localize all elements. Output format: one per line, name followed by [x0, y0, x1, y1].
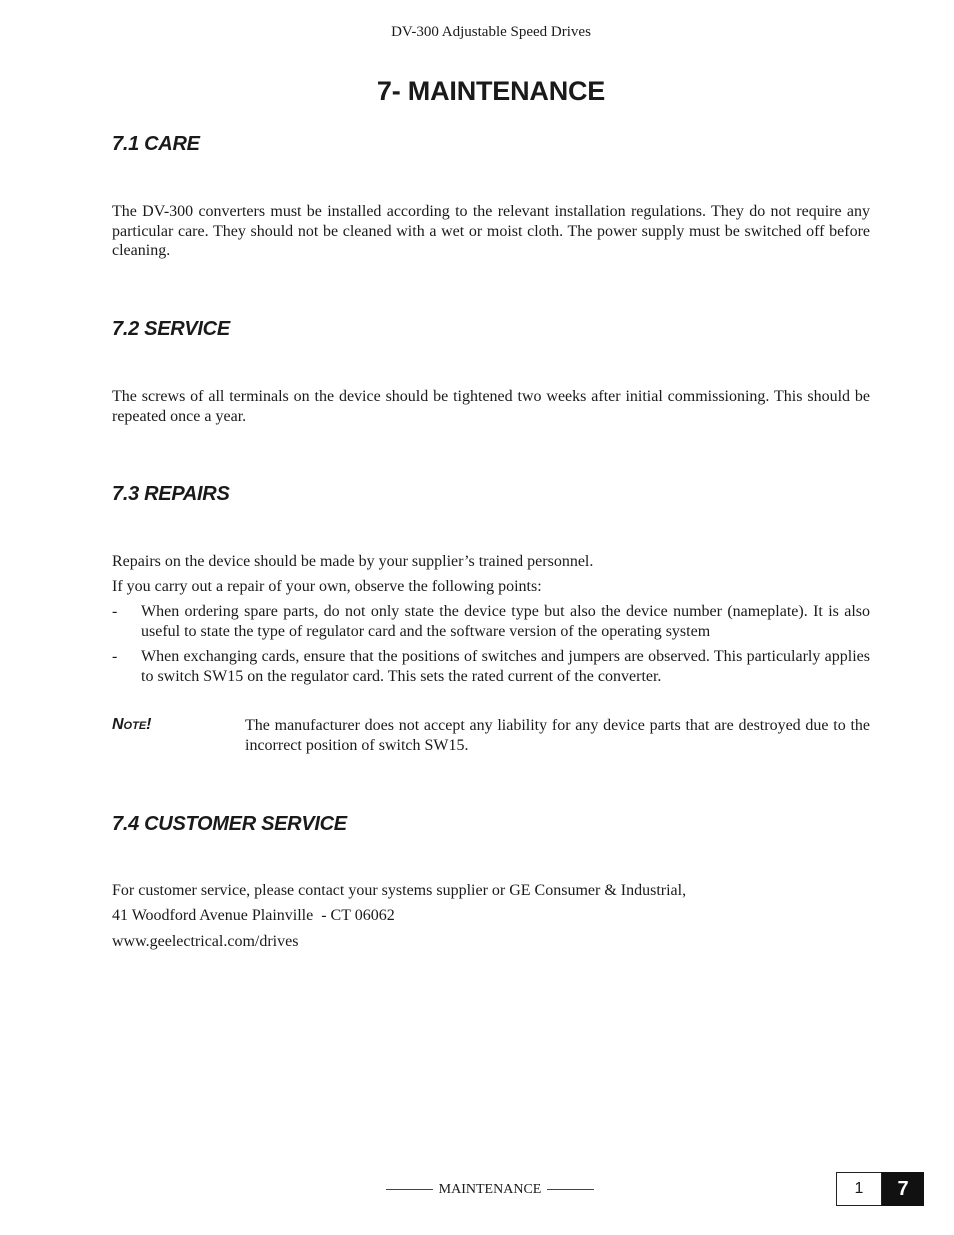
customer-service-line-1: For customer service, please contact your systems supplier or GE Consumer & Industrial,: [112, 882, 687, 899]
section-heading-customer-service: 7.4 CUSTOMER SERVICE: [112, 813, 347, 835]
customer-service-address: 41 Woodford Avenue Plainville - CT 06062: [112, 907, 395, 924]
section-heading-care: 7.1 CARE: [112, 133, 200, 155]
footer-section-label: [378, 1182, 602, 1198]
list-item: [112, 647, 870, 687]
section-heading-service: 7.2 SERVICE: [112, 318, 230, 340]
bullet-text: When ordering spare parts, do not only state the device type but also the device number (nameplate). It is also useful to state the type of regulator card and the software version of the operating system: [141, 603, 870, 640]
note-text: The manufacturer does not accept any liability for any device parts that are destroyed due to the incorrect position of switch SW15.: [245, 717, 870, 754]
repairs-intro-line-2: If you carry out a repair of your own, observe the following points:: [112, 578, 542, 595]
customer-service-website[interactable]: www.geelectrical.com/drives: [112, 933, 299, 950]
footer-rule-right: [547, 1189, 594, 1190]
bullet-dash: -: [112, 603, 118, 620]
service-paragraph: The screws of all terminals on the device should be tightened two weeks after initial commissioning. This should be repeated once a year.: [112, 388, 870, 425]
list-item: [112, 602, 870, 642]
care-paragraph: The DV-300 converters must be installed according to the relevant installation regulations. They do not require any particular care. They should not be cleaned with a wet or moist cloth. The power supply must be switched off before cleaning.: [112, 203, 870, 259]
page-number: 1: [836, 1172, 882, 1206]
repairs-intro-line-1: Repairs on the device should be made by your supplier’s trained personnel.: [112, 553, 594, 570]
bullet-dash: -: [112, 648, 118, 665]
chapter-title: 7- MAINTENANCE: [376, 76, 606, 106]
running-header: DV-300 Adjustable Speed Drives: [391, 24, 591, 40]
chapter-number-tab: 7: [882, 1172, 924, 1206]
footer-label-text: MAINTENANCE: [438, 1182, 542, 1197]
bullet-text: When exchanging cards, ensure that the positions of switches and jumpers are observed. This particularly applies to switch SW15 on the regulator card. This sets the rated current of the converter.: [141, 648, 870, 685]
section-heading-repairs: 7.3 REPAIRS: [112, 483, 230, 505]
note-label: Note!: [112, 716, 152, 733]
footer-rule-left: [386, 1189, 433, 1190]
